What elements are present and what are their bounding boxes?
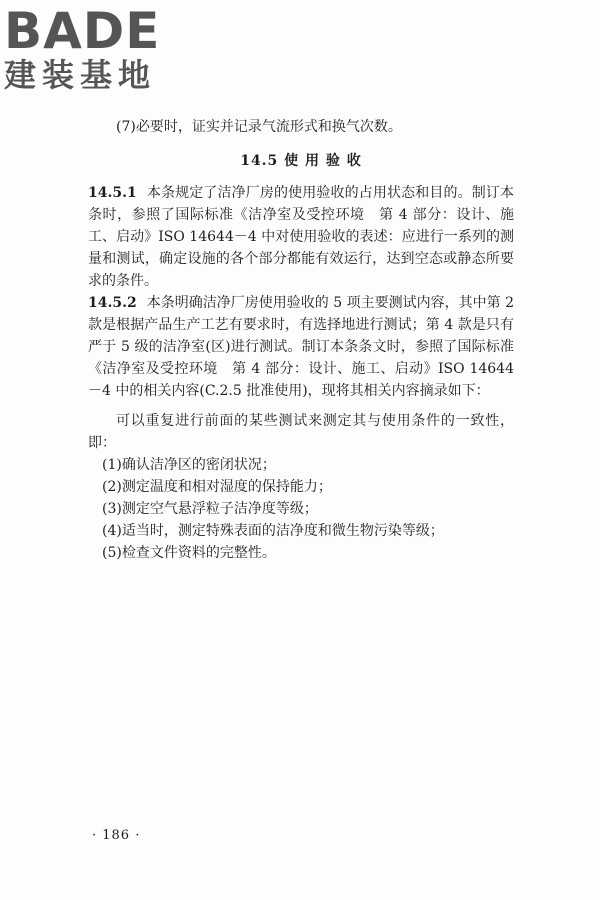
clause-number: 14.5.1 bbox=[88, 185, 137, 201]
logo-brand: BADE bbox=[4, 2, 161, 60]
clause-number: 14.5.2 bbox=[88, 295, 137, 311]
list-item: (3)测定空气悬浮粒子洁净度等级； bbox=[102, 501, 318, 517]
clause-14-5-1 bbox=[88, 182, 514, 292]
clause-14-5-2 bbox=[88, 292, 514, 402]
list-item: (2)测定温度和相对湿度的保持能力； bbox=[102, 479, 332, 495]
logo-tagline: 建装基地 bbox=[4, 56, 157, 94]
section-title: 14.5 使 用 验 收 bbox=[240, 153, 362, 169]
clause-text: 本条规定了洁净厂房的使用验收的占用状态和目的。制订本条时，参照了国际标准《洁净室及受控环境 第 4 部分：设计、施工、启动》ISO 14644－4 中对使用验收的表述：应进行一系列的测量和测试，确定设施的各个部分都能有效运行，达到空态或静态所要求的条件。 bbox=[88, 185, 514, 289]
bade-logo bbox=[4, 2, 174, 98]
list-item-7: (7)必要时，证实并记录气流形式和换气次数。 bbox=[116, 119, 402, 135]
page-number: · 186 · bbox=[92, 828, 141, 843]
clause-text: 本条明确洁净厂房使用验收的 5 项主要测试内容，其中第 2 款是根据产品生产工艺有要求时，有选择地进行测试；第 4 款是只有严于 5 级的洁净室(区)进行测试。制订本条条文时，参照了国际标准《洁净室及受控环境 第 4 部分：设计、施工、启动》ISO 14644－4 中的相关内容(C.2.5 批准使用)，现将其相关内容摘录如下： bbox=[88, 295, 514, 399]
list-item: (4)适当时，测定特殊表面的洁净度和微生物污染等级； bbox=[102, 523, 444, 539]
list-item: (1)确认洁净区的密闭状况； bbox=[102, 457, 276, 473]
list-item: (5)检查文件资料的完整性。 bbox=[102, 545, 276, 561]
list-intro: 可以重复进行前面的某些测试来测定其与使用条件的一致性，即： bbox=[88, 413, 514, 451]
document-body bbox=[88, 116, 514, 564]
